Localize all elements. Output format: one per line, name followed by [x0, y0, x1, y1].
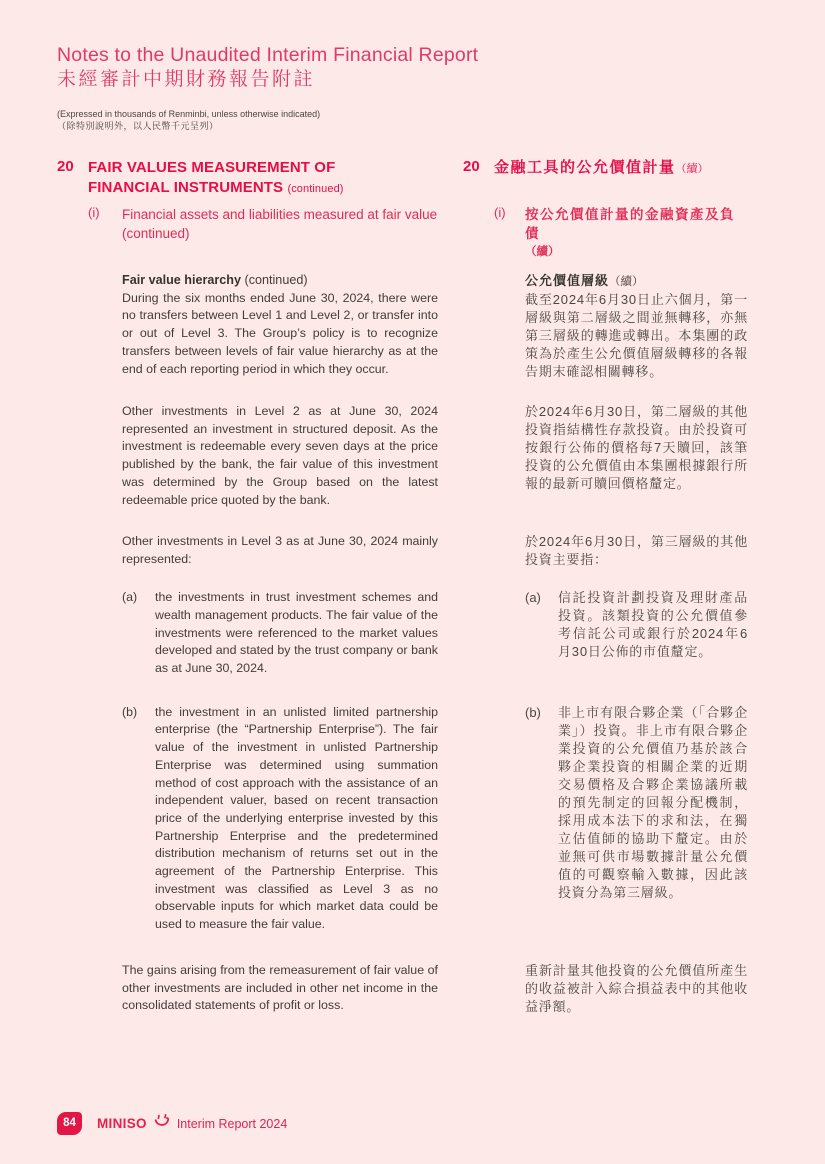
- item-b-label-zh: (b): [525, 704, 541, 720]
- hierarchy-lead-cont-en: (continued): [244, 273, 308, 287]
- gains-block-en: [57, 962, 438, 1015]
- subsection-label-zh: (i): [494, 205, 506, 220]
- smile-icon: [154, 1114, 170, 1133]
- item-a-text-zh: 信託投資計劃投資及理財產品投資。該類投資的公允價值參考信託公司或銀行於2024年6月30日公佈的市值釐定。: [558, 590, 748, 660]
- item-b-zh: [463, 704, 748, 902]
- section-title-en-line2: FINANCIAL INSTRUMENTS: [88, 179, 284, 196]
- item-b-en: [57, 704, 438, 934]
- paragraph-level2-en: Other investments in Level 2 as at June 30, 2024 represented an investment in structured deposit. As the investment is redeemable every seven days at the price published by the bank, the fair value of this investment was determined by the Group based on the latest redeemable price quoted by the bank.: [122, 404, 438, 507]
- list-item: [122, 589, 438, 678]
- section-title-zh-text: 金融工具的公允價值計量: [494, 159, 676, 176]
- level3-intro-zh: [463, 533, 748, 569]
- subsection-title-zh-text: 按公允價值計量的金融資產及負債: [525, 207, 735, 241]
- subsection-continued-en: (continued): [122, 226, 190, 241]
- section-title-zh: [494, 158, 748, 179]
- item-a-en: [57, 589, 438, 678]
- hierarchy-block-zh: [463, 272, 748, 381]
- gains-block-zh: [463, 962, 748, 1016]
- page-title-zh: 未經審計中期財務報告附註: [57, 69, 316, 90]
- item-a-zh: [463, 589, 748, 661]
- currency-note-zh: （除特別說明外，以人民幣千元呈列）: [57, 120, 219, 131]
- item-b-text-en: the investment in an unlisted limited partnership enterprise (the “Partnership Enterprise”). The fair value of the investment in unlisted Partnership Enterprise was determined using summation method of cost approach with the assistance of an independent valuer, based on recent transaction price of the underlying enterprise invested by this Partnership Enterprise and the predetermined distribution mechanism of returns set out in the agreement of the Partnership Enterprise. This investment was classified as Level 3 as no observable inputs for which market data could be used to measure the fair value.: [155, 704, 438, 932]
- list-item: [525, 704, 748, 902]
- subsection-label: (i): [88, 205, 100, 220]
- section-number-zh: 20: [463, 158, 480, 175]
- paragraph-gains-en: The gains arising from the remeasurement of fair value of other investments are included in other net income in the consolidated statements of profit or loss.: [122, 962, 438, 1013]
- hierarchy-lead-cont-zh: （續）: [609, 276, 644, 288]
- paragraph-level3-intro-en: Other investments in Level 3 as at June 30, 2024 mainly represented:: [122, 534, 438, 566]
- section-20-columns: [57, 158, 825, 1016]
- item-a-label-zh: (a): [525, 590, 541, 606]
- continued-label-zh: （續）: [675, 163, 709, 175]
- section-title-en-line1: FAIR VALUES MEASUREMENT OF: [88, 159, 336, 176]
- list-item: [525, 589, 748, 661]
- subsection-title-en-text: Financial assets and liabilities measured at fair value: [122, 207, 438, 222]
- miniso-wordmark: MINISO: [97, 1116, 147, 1131]
- report-title-footer: Interim Report 2024: [176, 1116, 288, 1131]
- hierarchy-lead-bold-zh: 公允價值層級: [525, 273, 610, 288]
- continued-label: (continued): [287, 183, 344, 195]
- paragraph-level2-zh: 於2024年6月30日，第二層級的其他投資指結構性存款投資。由於投資可按銀行公佈的價格每7天贖回，該筆投資的公允價值由本集團根據銀行所報的最新可贖回價格釐定。: [525, 404, 748, 491]
- page-header: [57, 44, 768, 132]
- item-b-label-en: (b): [122, 704, 138, 719]
- paragraph-transfers-en: During the six months ended June 30, 2024, there were no transfers between Level 1 and Level 2, or transfer into or out of Level 3. The Group’s policy is to recognize transfers between levels of fair value hierarchy as at the end of each reporting period in which they occur.: [122, 290, 438, 376]
- section-heading-zh: [463, 158, 748, 179]
- paragraph-transfers-zh: 截至2024年6月30日止六個月，第一層級與第二層級之間並無轉移，亦無第三層級的轉進或轉出。本集團的政策為於產生公允價值層級轉移的各報告期末確認相關轉移。: [525, 292, 748, 379]
- subsection-title-en: [122, 205, 438, 243]
- subsection-i-zh: [463, 205, 748, 262]
- page-title-en: Notes to the Unaudited Interim Financial Report: [57, 44, 479, 66]
- paragraph-gains-zh: 重新計量其他投資的公允價值所產生的收益被計入綜合損益表中的其他收益淨額。: [525, 962, 748, 1014]
- item-a-label-en: (a): [122, 590, 138, 605]
- section-number: 20: [57, 158, 74, 175]
- hierarchy-lead-bold-en: Fair value hierarchy: [122, 273, 242, 287]
- section-title-en: [88, 158, 438, 199]
- hierarchy-block-en: [57, 272, 438, 378]
- item-b-text-zh: 非上市有限合夥企業（「合夥企業」）投資。非上市有限合夥企業投資的公允價值乃基於該合夥企業投資的相關企業的近期交易價格及合夥企業協議所載的預先制定的回報分配機制，採用成本法下的求和法，在獨立估值師的協助下釐定。由於並無可供市場數據計量公允價值的可觀察輸入數據，因此該投資分為第三層級。: [558, 704, 748, 900]
- hierarchy-lead-zh: [525, 272, 748, 291]
- level2-block-zh: [463, 403, 748, 493]
- page-number-badge: 84: [57, 1112, 82, 1135]
- level3-intro-en: [57, 533, 438, 568]
- level2-block-en: [57, 403, 438, 509]
- currency-note-en: (Expressed in thousands of Renminbi, unless otherwise indicated): [57, 109, 321, 119]
- subsection-continued-zh: （續）: [525, 246, 560, 258]
- subsection-title-zh: [525, 205, 748, 262]
- report-page: [0, 44, 825, 1131]
- page-footer: [57, 1112, 287, 1135]
- item-a-text-en: the investments in trust investment schemes and wealth management products. The fair value of the investments were referenced to the market values developed and stated by the trust company or bank as at June 30, 2024.: [155, 590, 438, 676]
- section-heading-en: [57, 158, 438, 199]
- paragraph-level3-intro-zh: 於2024年6月30日，第三層級的其他投資主要指：: [525, 534, 748, 568]
- hierarchy-lead-en: [122, 272, 438, 290]
- subsection-i-en: [57, 205, 438, 243]
- list-item: [122, 704, 438, 934]
